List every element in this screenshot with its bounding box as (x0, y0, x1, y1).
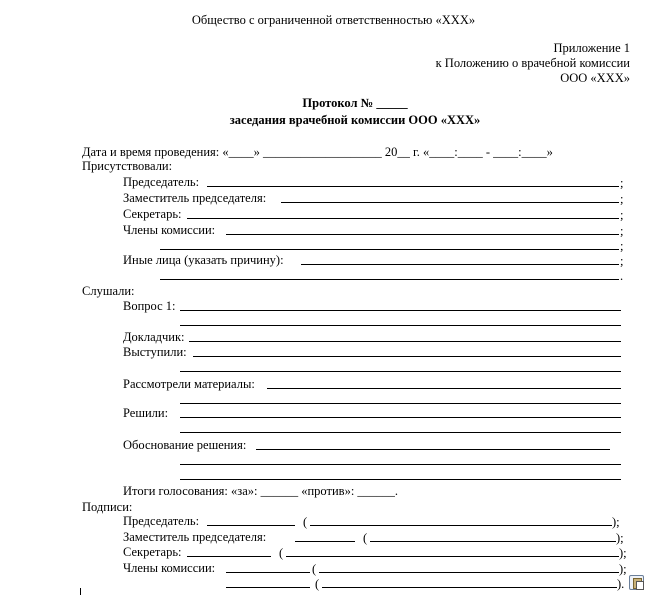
justification-line-2[interactable] (180, 464, 621, 465)
present-deputy-line[interactable] (281, 202, 619, 203)
org-header: Общество с ограниченной ответственностью «ХХХ» (191, 13, 476, 27)
close-paren: ); (619, 562, 627, 576)
materials-line-2[interactable] (180, 403, 621, 404)
question-1-label: Вопрос 1: (123, 299, 176, 313)
present-others-line-2[interactable] (160, 279, 619, 280)
sign-chairman-label: Председатель: (123, 514, 200, 528)
open-paren: ( (312, 562, 317, 576)
signatures-label: Подписи: (82, 500, 133, 514)
sign-members-label: Члены комиссии: (123, 561, 216, 575)
materials-label: Рассмотрели материалы: (123, 377, 255, 391)
present-members-line-2[interactable] (160, 249, 619, 250)
semicolon: ; (620, 208, 624, 222)
decided-line-1[interactable] (180, 417, 621, 418)
present-secretary-label: Секретарь: (123, 207, 182, 221)
semicolon: ; (620, 192, 624, 206)
sign-member-2-signature-line[interactable] (226, 587, 310, 588)
close-paren: ). (617, 577, 625, 591)
sign-deputy-label: Заместитель председателя: (123, 530, 267, 544)
text-cursor (80, 588, 81, 595)
heard-label: Слушали: (82, 284, 135, 298)
spoke-line-1[interactable] (193, 356, 621, 357)
paste-options-icon[interactable] (629, 575, 644, 590)
semicolon: ; (620, 239, 624, 253)
present-others-line-1[interactable] (301, 264, 619, 265)
period: . (620, 269, 624, 283)
close-paren: ); (619, 546, 627, 560)
present-secretary-line[interactable] (187, 218, 619, 219)
vote-results-line: Итоги голосования: «за»: ______ «против»: ______. (123, 484, 399, 498)
spoke-line-2[interactable] (180, 371, 621, 372)
sign-secretary-name-line[interactable] (286, 556, 619, 557)
sign-secretary-signature-line[interactable] (187, 556, 271, 557)
decided-label: Решили: (123, 406, 169, 420)
question-1-line-2[interactable] (180, 325, 621, 326)
open-paren: ( (303, 515, 308, 529)
materials-line-1[interactable] (267, 388, 621, 389)
speaker-line[interactable] (189, 341, 621, 342)
semicolon: ; (620, 224, 624, 238)
present-members-label: Члены комиссии: (123, 223, 216, 237)
date-time-line: Дата и время проведения: «____» ___________________ 20__ г. «____:____ - ____:____» (82, 145, 553, 159)
open-paren: ( (363, 531, 368, 545)
speaker-label: Докладчик: (123, 330, 185, 344)
question-1-line-1[interactable] (180, 310, 621, 311)
justification-line-3[interactable] (180, 479, 621, 480)
justification-line-1[interactable] (256, 449, 610, 450)
present-chairman-label: Председатель: (123, 175, 200, 189)
close-paren: ); (612, 515, 620, 529)
sheet-shape (636, 581, 644, 590)
appendix-line-2: к Положению о врачебной комиссии (435, 56, 630, 70)
present-label: Присутствовали: (82, 159, 173, 173)
appendix-line-1: Приложение 1 (553, 41, 630, 55)
present-others-label: Иные лица (указать причину): (123, 253, 284, 267)
appendix-line-3: ООО «ХХХ» (560, 71, 630, 85)
justification-label: Обоснование решения: (123, 438, 247, 452)
semicolon: ; (620, 254, 624, 268)
spoke-label: Выступили: (123, 345, 187, 359)
present-deputy-label: Заместитель председателя: (123, 191, 267, 205)
sign-secretary-label: Секретарь: (123, 545, 182, 559)
close-paren: ); (616, 531, 624, 545)
present-chairman-line[interactable] (207, 186, 619, 187)
decided-line-2[interactable] (180, 432, 621, 433)
sign-member-1-signature-line[interactable] (226, 572, 310, 573)
semicolon: ; (620, 176, 624, 190)
sign-deputy-name-line[interactable] (370, 541, 616, 542)
sign-member-1-name-line[interactable] (319, 572, 619, 573)
open-paren: ( (279, 546, 284, 560)
present-members-line-1[interactable] (226, 234, 619, 235)
open-paren: ( (315, 577, 320, 591)
sign-chairman-signature-line[interactable] (207, 525, 295, 526)
protocol-title: Протокол № _____ (302, 96, 408, 110)
sign-member-2-name-line[interactable] (322, 587, 617, 588)
sign-chairman-name-line[interactable] (310, 525, 612, 526)
sign-deputy-signature-line[interactable] (295, 541, 355, 542)
protocol-subtitle: заседания врачебной комиссии ООО «ХХХ» (229, 113, 481, 127)
